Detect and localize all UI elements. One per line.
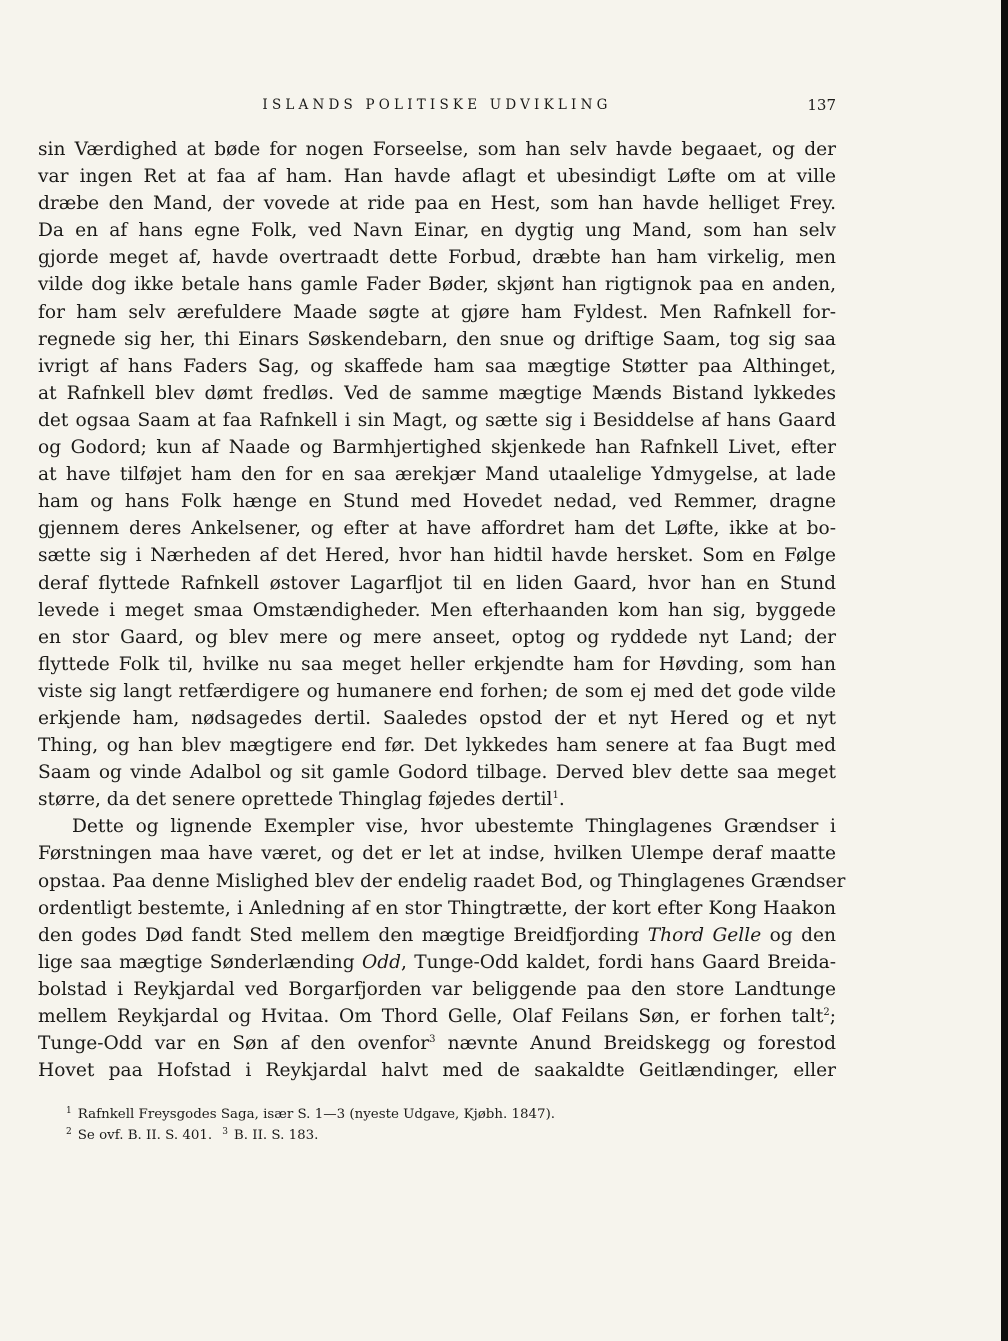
text-line: det ogsaa Saam at faa Rafnkell i sin Magt, og sætte sig i Besiddelse af hans Gaard xyxy=(38,409,836,431)
text-line: dræbe den Mand, der vovede at ride paa en Hest, som han havde helliget Frey. xyxy=(38,193,836,215)
text-line: for ham selv ærefuldere Maade søgte at gjøre ham Fyldest. Men Rafnkell for- xyxy=(38,301,836,323)
page-header xyxy=(38,95,836,119)
text-line: en stor Gaard, og blev mere og mere anseet, optog og ryddede nyt Land; der xyxy=(38,626,836,648)
text-line: vilde dog ikke betale hans gamle Fader Bøder, skjønt han rigtignok paa en anden, xyxy=(38,274,836,296)
text-segment: større, da det senere oprettede Thinglag føjedes dertil xyxy=(38,789,553,811)
footnotes xyxy=(66,1104,806,1146)
text-line: ham og hans Folk hænge en Stund med Hovedet nedad, ved Remmer, dragne xyxy=(38,491,836,513)
text-line: og Godord; kun af Naade og Barmhjertighed skjenkede han Rafnkell Livet, efter xyxy=(38,437,836,459)
text-segment: og den xyxy=(761,924,836,946)
footnote-ref: 1 xyxy=(552,790,559,802)
text-line: sin Værdighed at bøde for nogen Forseelse, som han selv havde begaaet, og der xyxy=(38,139,836,160)
text-line: gjorde meget af, havde overtraadt dette Forbud, dræbte han ham virkelig, men xyxy=(38,247,836,269)
scan-edge xyxy=(1001,0,1008,1341)
italic-name: Thord Gelle xyxy=(647,924,762,946)
text-line-paragraph-end xyxy=(38,786,836,813)
text-line: flyttede Folk til, hvilke nu saa meget heller erkjendte ham for Høvding, som han xyxy=(38,653,836,675)
footnote-ref: 2 xyxy=(823,1006,830,1018)
text-line: ivrigt af hans Faders Sag, og skaffede ham saa mægtige Støtter paa Althinget, xyxy=(38,355,836,377)
footnote-mark: 2 xyxy=(66,1126,72,1137)
text-segment: lige saa mægtige Sønderlænding xyxy=(38,951,362,973)
text-line: Saam og vinde Adalbol og sit gamle Godord tilbage. Derved blev dette saa meget xyxy=(38,762,836,784)
footnote-text: B. II. S. 183. xyxy=(233,1128,319,1143)
text-segment: den godes Død fandt Sted mellem den mægtige Breidfjording xyxy=(38,924,648,946)
text-line: erkjende ham, nødsagedes dertil. Saaledes opstod der et nyt Hered og et nyt xyxy=(38,707,836,729)
page-number: 137 xyxy=(807,96,836,114)
text-segment: mellem Reykjardal og Hvitaa. Om Thord Gelle, Olaf Feilans Søn, er forhen talt xyxy=(38,1006,824,1027)
text-line xyxy=(38,1030,836,1057)
text-line: gjennem deres Ankelsener, og efter at have affordret ham det Løfte, ikke at bo- xyxy=(38,518,836,540)
italic-name: Odd xyxy=(361,951,402,973)
text-line: viste sig langt retfærdigere og humanere end forhen; de som ej med det gode vilde xyxy=(38,680,836,702)
text-line: Hovet paa Hofstad i Reykjardal halvt med de saakaldte Geitlændinger, eller xyxy=(38,1060,836,1082)
text-line: opstaa. Paa denne Mislighed blev der endelig raadet Bod, og Thinglagenes Grændser xyxy=(38,870,846,892)
text-segment: Tunge-Odd var en Søn af den ovenfor xyxy=(38,1033,430,1055)
text-line: Da en af hans egne Folk, ved Navn Einar, en dygtig ung Mand, som han selv xyxy=(38,220,836,242)
text-line xyxy=(38,949,836,976)
text-line: bolstad i Reykjardal ved Borgarfjorden var beliggende paa den store Landtunge xyxy=(38,978,836,1000)
text-line: ordentligt bestemte, i Anledning af en stor Thingtrætte, der kort efter Kong Haakon xyxy=(38,897,836,919)
text-line: at have tilføjet ham den for en saa ærekjær Mand utaalelige Ydmygelse, at lade xyxy=(38,464,836,486)
text-line: var ingen Ret at faa af ham. Han havde aflagt et ubesindigt Løfte om at ville xyxy=(38,166,836,188)
text-line: Førstningen maa have været, og det er let at indse, hvilken Ulempe deraf maatte xyxy=(38,843,836,865)
text-segment: , Tunge-Odd kaldet, fordi hans Gaard Breida- xyxy=(401,951,836,973)
text-segment: nævnte Anund Breidskegg og forestod xyxy=(435,1033,836,1055)
text-line xyxy=(38,1003,836,1030)
text-line: sætte sig i Nærheden af det Hered, hvor han hidtil havde hersket. Som en Følge xyxy=(38,545,836,567)
text-line: regnede sig her, thi Einars Søskendebarn, den snue og driftige Saam, tog sig saa xyxy=(38,328,836,350)
footnote-mark: 3 xyxy=(222,1126,228,1137)
text-line: Thing, og han blev mægtigere end før. Det lykkedes ham senere at faa Bugt med xyxy=(38,735,836,757)
text-line-paragraph-start: Dette og lignende Exempler vise, hvor ubestemte Thinglagenes Grændser i xyxy=(72,816,836,838)
footnote-mark: 1 xyxy=(66,1105,72,1116)
punctuation: . xyxy=(558,789,565,811)
text-line: levede i meget smaa Omstændigheder. Men efterhaanden kom han sig, byggede xyxy=(38,599,836,621)
text-line: at Rafnkell blev dømt fredløs. Ved de samme mægtige Mænds Bistand lykkedes xyxy=(38,382,836,404)
footnote-text: Rafnkell Freysgodes Saga, især S. 1—3 (nyeste Udgave, Kjøbh. 1847). xyxy=(77,1107,556,1122)
running-head: ISLANDS POLITISKE UDVIKLING xyxy=(262,97,612,113)
text-line xyxy=(38,922,836,949)
footnote-text: Se ovf. B. II. S. 401. xyxy=(77,1128,213,1143)
body-text xyxy=(38,136,846,1084)
punctuation: ; xyxy=(829,1006,836,1027)
footnote-ref: 3 xyxy=(429,1033,436,1045)
text-line: deraf flyttede Rafnkell østover Lagarfljot til en liden Gaard, hvor han en Stund xyxy=(38,572,836,594)
footnote-2-3 xyxy=(66,1125,806,1146)
footnote-1 xyxy=(66,1104,806,1125)
